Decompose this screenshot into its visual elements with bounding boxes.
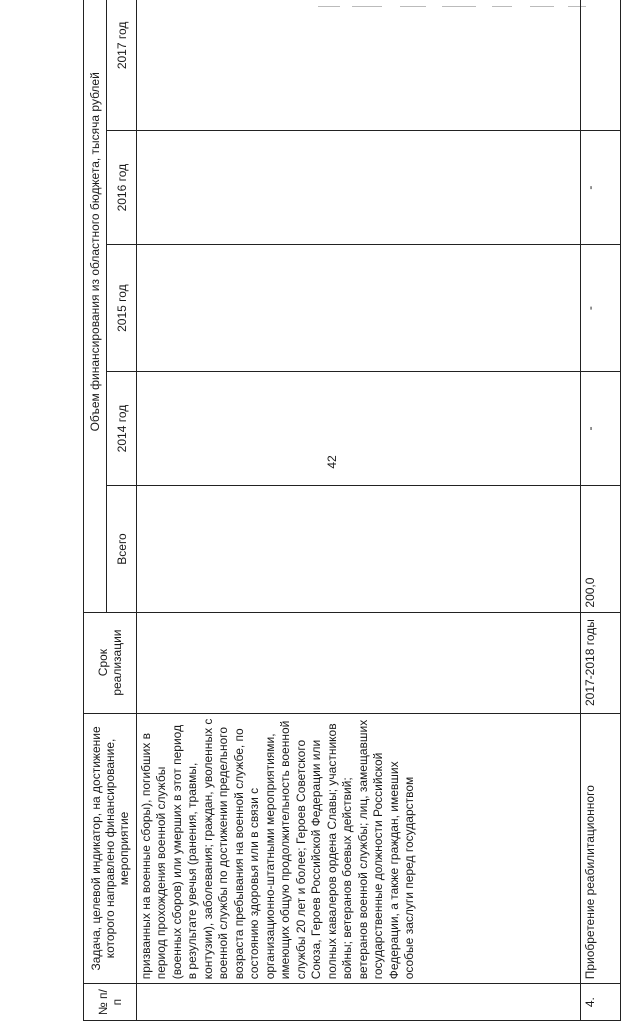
cell-2016-empty xyxy=(136,130,580,245)
table-row xyxy=(136,0,580,1021)
header-number: № п/п xyxy=(84,984,137,1021)
cell-2017-empty xyxy=(136,0,580,130)
funding-table xyxy=(83,0,621,1021)
header-funding: Объем финансирования из областного бюджета, тысяча рублей xyxy=(84,0,107,612)
cell-2014-empty xyxy=(136,371,580,486)
row4-number: 4. xyxy=(580,984,620,1021)
row4-2016: - xyxy=(580,130,620,245)
header-2017: 2017 год xyxy=(107,0,137,130)
row4-2015: - xyxy=(580,245,620,371)
header-2016: 2016 год xyxy=(107,130,137,245)
funding-table-container xyxy=(83,0,621,1021)
cell-total-empty xyxy=(136,486,580,612)
header-task: Задача, целевой индикатор, на достижение которого направлено финансирование, мероприятие xyxy=(84,713,137,984)
cell-number-empty xyxy=(136,984,580,1021)
header-2015: 2015 год xyxy=(107,245,137,371)
continuation-text: призванных на военные сборы), погибших в период прохождения военной службы (военных сборов) или умерших в этот период в результате увечья (ранения, травмы, контузии), заболевания; граждан, уволенных с военной службы по достижении предельного возраста пребывания на военной службе, по состоянию здоровья или в связи с организационно-штатными мероприятиями, имеющих общую продолжительность военной службы 20 лет и более; Героев Советского Союза, Героев Российской Федерации или полных кавалеров ордена Славы; участников войны; ветеранов боевых действий; ветеранов военной службы; лиц, замещавших государственные должности Российской Федерации, а также граждан, имевших особые заслуги перед государством xyxy=(136,713,580,984)
page-number: 42 xyxy=(325,455,339,469)
row4-term: 2017-2018 годы xyxy=(580,612,620,713)
header-2014: 2014 год xyxy=(107,371,137,486)
row4-text: Приобретение реабилитационного xyxy=(580,713,620,984)
cell-term-empty xyxy=(136,612,580,713)
row4-2014: - xyxy=(580,371,620,486)
row4-total: 200,0 xyxy=(580,486,620,612)
cell-2015-empty xyxy=(136,245,580,371)
row4-2017 xyxy=(580,0,620,130)
header-total: Всего xyxy=(107,486,137,612)
table-row xyxy=(580,0,620,1021)
header-term: Срок реализации xyxy=(84,612,137,713)
